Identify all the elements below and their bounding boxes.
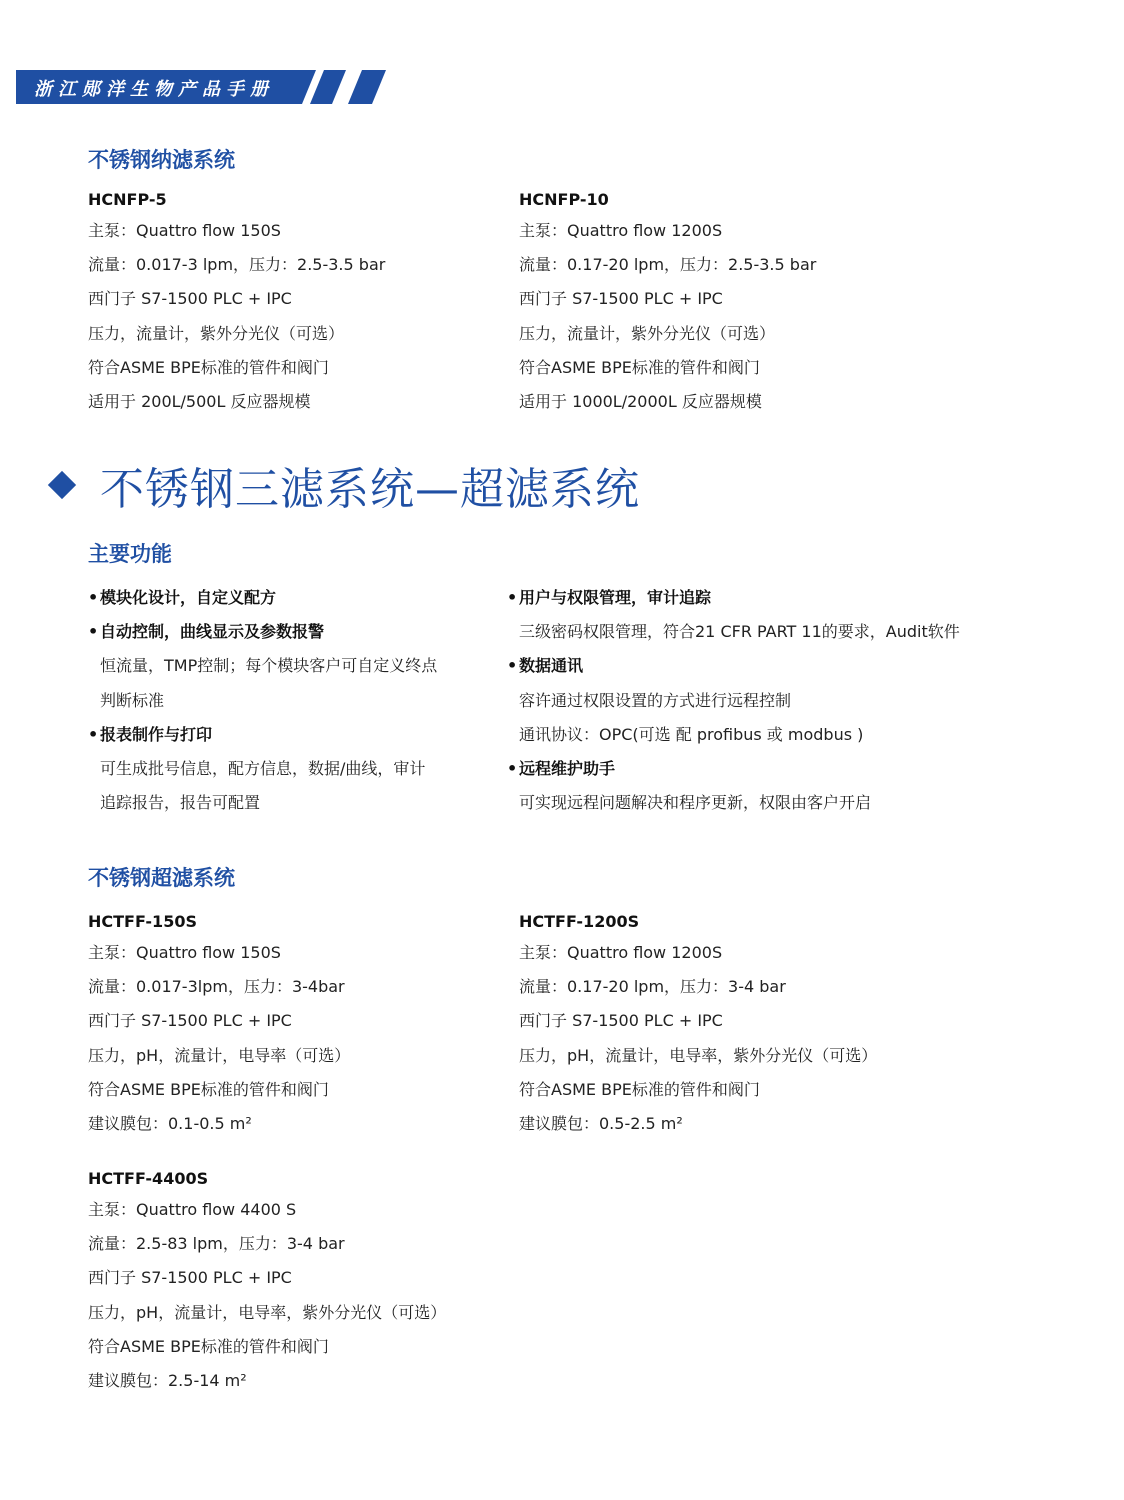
feature-desc: 通讯协议：OPC(可选 配 profibus 或 modbus ) (519, 724, 864, 744)
spec-line: 适用于 200L/500L 反应器规模 (88, 391, 311, 411)
nano-model-2 (519, 186, 816, 419)
spec-line: 适用于 1000L/2000L 反应器规模 (519, 391, 762, 411)
features-section-title: 主要功能 (88, 542, 172, 566)
feature-title: • 模块化设计，自定义配方 (88, 581, 437, 615)
model-name: HCNFP-10 (519, 190, 609, 209)
feature-title: • 用户与权限管理，审计追踪 (507, 581, 960, 615)
spec-line: 主泵：Quattro flow 1200S (519, 943, 723, 962)
bullet-icon: • (507, 656, 518, 676)
feature-title: • 远程维护助手 (507, 752, 960, 786)
spec-line: 主泵：Quattro flow 1200S (519, 221, 723, 240)
spec-line: 西门子 S7-1500 PLC + IPC (519, 289, 723, 309)
header-banner (16, 70, 316, 104)
model-name: HCNFP-5 (88, 190, 167, 209)
uf-model-1 (88, 908, 350, 1141)
spec-line: 流量：0.017-3lpm，压力：3-4bar (88, 977, 345, 997)
model-name: HCTFF-150S (88, 912, 197, 931)
feature-desc: 追踪报告，报告可配置 (100, 793, 261, 813)
spec-line: 压力，流量计，紫外分光仪（可选） (88, 323, 345, 343)
bullet-icon: • (88, 724, 99, 744)
uf-heading-text: 不锈钢三滤系统—超滤系统 (100, 464, 640, 515)
spec-line: 主泵：Quattro flow 4400 S (88, 1200, 297, 1219)
bullet-icon: • (88, 622, 99, 642)
nano-section-title: 不锈钢纳滤系统 (88, 148, 235, 172)
feature-title: • 数据通讯 (507, 649, 960, 683)
header-title: 浙江郧洋生物产品手册 (34, 79, 274, 100)
spec-line: 西门子 S7-1500 PLC + IPC (88, 289, 292, 309)
diamond-bullet-icon (48, 471, 76, 499)
bullet-icon: • (507, 588, 518, 607)
feature-desc: 可实现远程问题解决和程序更新，权限由客户开启 (519, 793, 872, 813)
bullet-icon: • (88, 588, 99, 607)
feature-title: • 自动控制，曲线显示及参数报警 (88, 615, 437, 649)
bullet-icon: • (507, 758, 518, 778)
spec-line: 流量：2.5-83 lpm，压力：3-4 bar (88, 1234, 345, 1254)
spec-line: 符合ASME BPE标准的管件和阀门 (519, 1079, 760, 1099)
model-name: HCTFF-1200S (519, 912, 640, 931)
model-name: HCTFF-4400S (88, 1169, 209, 1188)
spec-line: 建议膜包：2.5-14 m² (88, 1370, 247, 1390)
spec-line: 主泵：Quattro flow 150S (88, 943, 281, 962)
nano-model-1 (88, 186, 385, 419)
spec-line: 压力，流量计，紫外分光仪（可选） (519, 323, 776, 343)
spec-line: 西门子 S7-1500 PLC + IPC (519, 1011, 723, 1031)
spec-line: 符合ASME BPE标准的管件和阀门 (88, 1079, 329, 1099)
spec-line: 压力，pH，流量计，电导率（可选） (88, 1045, 351, 1065)
feature-title: • 报表制作与打印 (88, 718, 437, 752)
spec-line: 压力，pH，流量计，电导率，紫外分光仪（可选） (88, 1302, 447, 1322)
spec-line: 建议膜包：0.5-2.5 m² (519, 1113, 683, 1133)
spec-line: 建议膜包：0.1-0.5 m² (88, 1113, 252, 1133)
feature-desc: 判断标准 (100, 690, 165, 710)
spec-line: 符合ASME BPE标准的管件和阀门 (519, 357, 760, 377)
spec-line: 西门子 S7-1500 PLC + IPC (88, 1268, 292, 1288)
spec-line: 主泵：Quattro flow 150S (88, 221, 281, 240)
spec-line: 符合ASME BPE标准的管件和阀门 (88, 1336, 329, 1356)
uf-section-title: 不锈钢超滤系统 (88, 866, 235, 890)
features-right-column (507, 581, 960, 820)
spec-line: 西门子 S7-1500 PLC + IPC (88, 1011, 292, 1031)
feature-desc: 可生成批号信息，配方信息，数据/曲线，审计 (100, 758, 426, 778)
spec-line: 流量：0.17-20 lpm，压力：2.5-3.5 bar (519, 255, 817, 275)
uf-model-2 (519, 908, 877, 1141)
feature-desc: 容许通过权限设置的方式进行远程控制 (519, 690, 792, 710)
spec-line: 压力，pH，流量计，电导率，紫外分光仪（可选） (519, 1045, 878, 1065)
spec-line: 符合ASME BPE标准的管件和阀门 (88, 357, 329, 377)
spec-line: 流量：0.017-3 lpm，压力：2.5-3.5 bar (88, 255, 386, 275)
spec-line: 流量：0.17-20 lpm，压力：3-4 bar (519, 977, 786, 997)
features-left-column (88, 581, 437, 820)
feature-desc: 恒流量，TMP控制；每个模块客户可自定义终点 (100, 656, 438, 676)
uf-heading (48, 455, 640, 515)
feature-desc: 三级密码权限管理，符合21 CFR PART 11的要求，Audit软件 (519, 622, 960, 642)
uf-model-3 (88, 1165, 446, 1398)
